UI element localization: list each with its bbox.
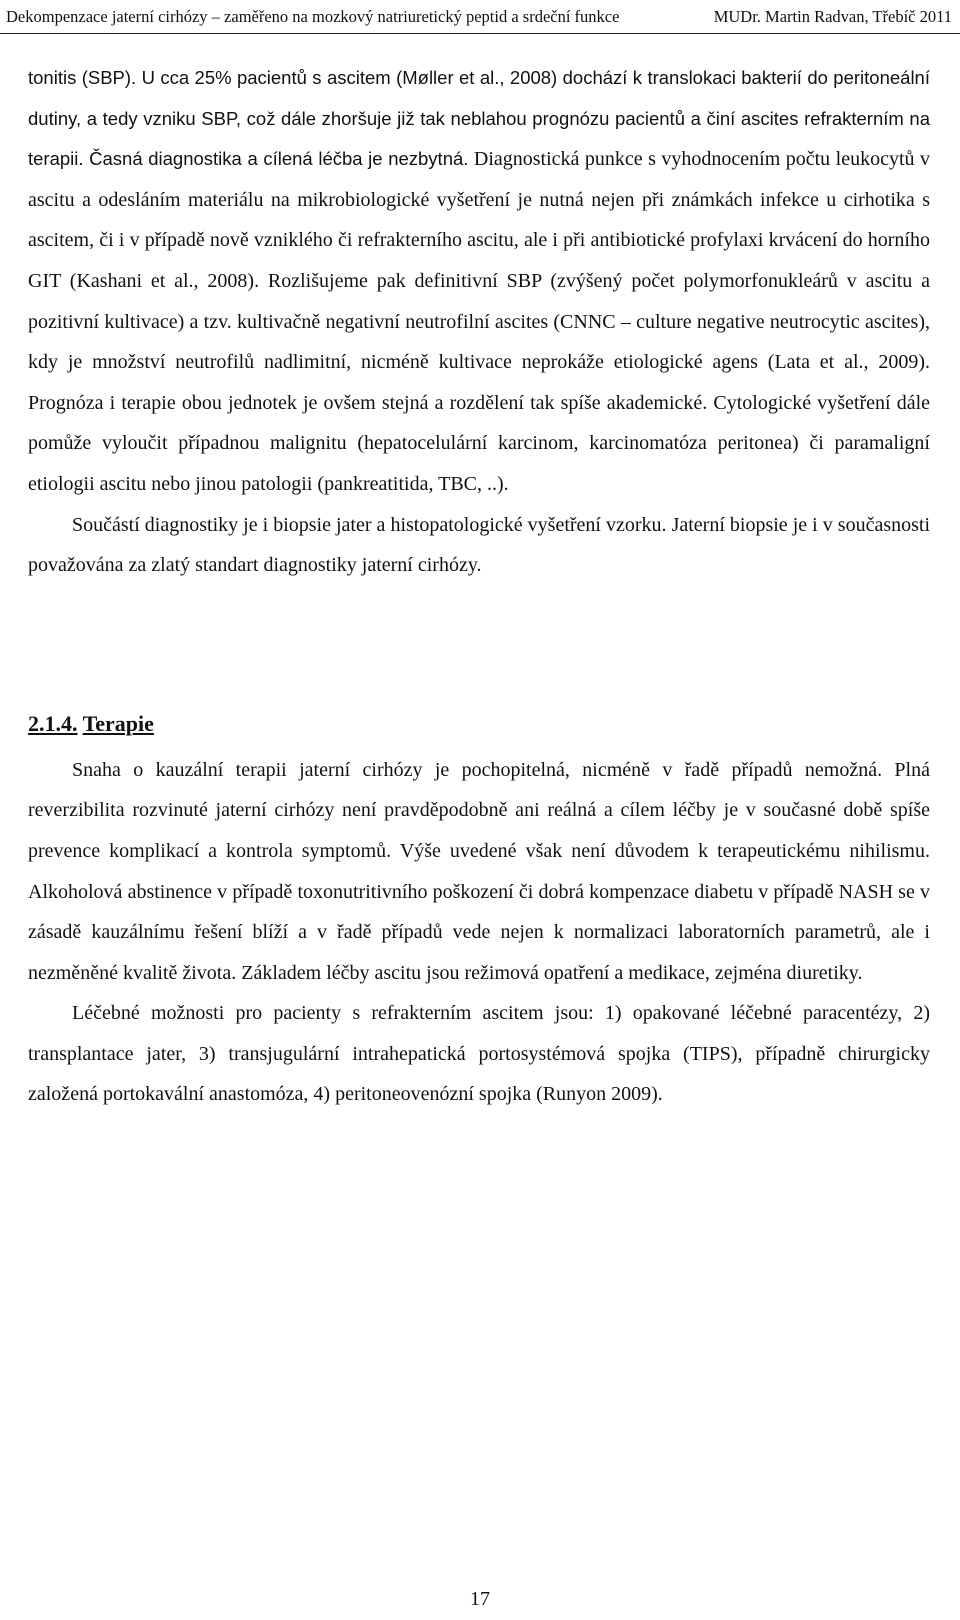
paragraph-sbp-diagnostics [28,58,930,505]
paragraph-refractory-ascites-options: Léčebné možnosti pro pacienty s refrakterním ascitem jsou: 1) opakované léčebné paracentézy, 2) transplantace jater, 3) transjugulární intrahepatická portosystémová spojka (TIPS), případně chirurgicky založená portokavální anastomóza, 4) peritoneovenózní spojka (Runyon 2009). [28,1002,930,1106]
header-document-title: Dekompenzace jaterní cirhózy – zaměřeno na mozkový natriuretický peptid a srdeční funkce [6,6,620,26]
page-number: 17 [470,1588,490,1610]
section-heading-number: 2.1.4. [28,710,78,736]
header-author: MUDr. Martin Radvan, Třebíč 2011 [713,6,952,26]
page-body [28,58,930,1115]
running-header [0,0,960,34]
paragraph-sbp-sans-text: tonitis (SBP). U cca 25% pacientů s ascitem (Møller et al., 2008) dochází k translokaci bakterií do peritoneální dutiny, a tedy vzniku SBP, což dále zhoršuje již tak neblahou prognózu pacientů a činí ascites refrakterním na terapii. Časná diagnostika a cílená léčba je nezbytná. [28,67,930,170]
paragraph-liver-biopsy: Součástí diagnostiky je i biopsie jater a histopatologické vyšetření vzorku. Jaterní biopsie je i v současnosti považována za zlatý standart diagnostiky jaterní cirhózy. [28,513,930,577]
section-heading-title: Terapie [82,710,154,736]
paragraph-causal-therapy: Snaha o kauzální terapii jaterní cirhózy je pochopitelná, nicméně v řadě případů nemožná. Plná reverzibilita rozvinuté jaterní cirhózy není pravděpodobně ani reálná a cílem léčby je v současné době spíše prevence komplikací a kontrola symptomů. Výše uvedené však není důvodem k terapeutickému nihilismu. Alkoholová abstinence v případě toxonutritivního poškození či dobrá kompenzace diabetu v případě NASH se v zásadě kauzálnímu řešení blíží a v řadě případů vede nejen k normalizaci laboratorních parametrů, ale i nezměněné kvalitě života. Základem léčby ascitu jsou režimová opatření a medikace, zejména diuretiky. [28,758,930,984]
section-heading [28,704,930,744]
paragraph-sbp-serif-text: Diagnostická punkce s vyhodnocením počtu leukocytů v ascitu a odesláním materiálu na mikrobiologické vyšetření je nutná nejen při známkách infekce u cirhotika s ascitem, či i v případě nově vzniklého či refrakterního ascitu, ale i při antibiotické profylaxi krvácení do horního GIT (Kashani et al., 2008). Rozlišujeme pak definitivní SBP (zvýšený počet polymorfonukleárů v ascitu a pozitivní kultivace) a tzv. kultivačně negativní neutrofilní ascites (CNNC – culture negative neutrocytic ascites), kdy je množství neutrofilů nadlimitní, nicméně kultivace neprokáže etiologické agens (Lata et al., 2009). Prognóza i terapie obou jednotek je ovšem stejná a rozdělení tak spíše akademické. Cytologické vyšetření dále pomůže vyloučit případnou malignitu (hepatocelulární karcinom, karcinomatóza peritonea) či paramaligní etiologii ascitu nebo jinou patologii (pankreatitida, TBC, ..). [28,148,930,495]
